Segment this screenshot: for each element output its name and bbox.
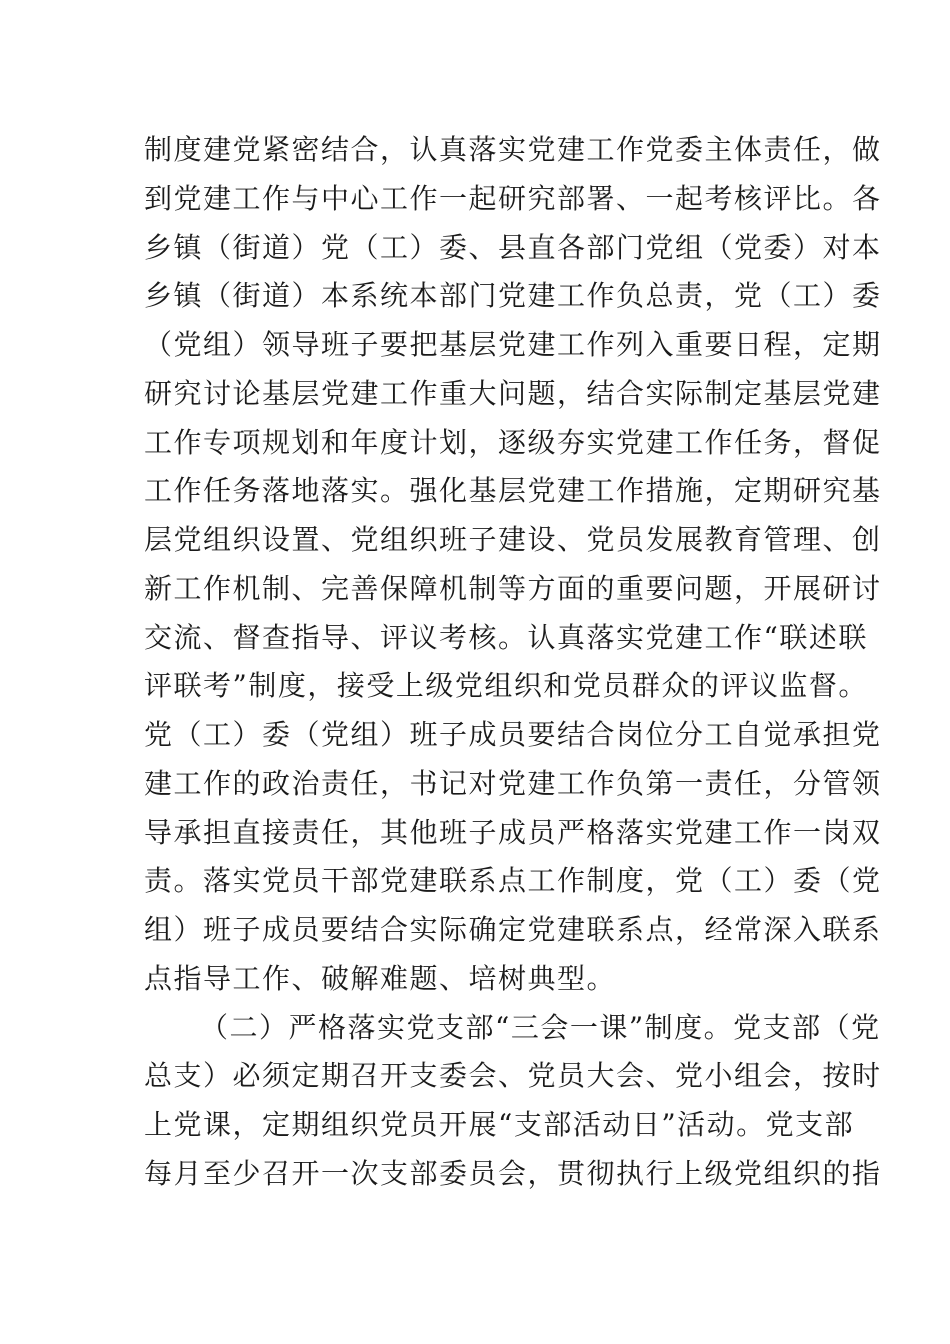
- text-line: 交流、督查指导、评议考核。认真落实党建工作“联述联: [144, 620, 868, 654]
- text-line: 总支）必须定期召开支委会、党员大会、党小组会，按时: [144, 1059, 882, 1093]
- text-line: 新工作机制、完善保障机制等方面的重要问题，开展研讨: [144, 571, 882, 605]
- text-line: 乡镇（街道）本系统本部门党建工作负总责，党（工）委: [144, 279, 882, 313]
- text-line: （党组）领导班子要把基层党建工作列入重要日程，定期: [144, 328, 882, 361]
- text-line: 责。落实党员干部党建联系点工作制度，党（工）委（党: [144, 864, 882, 898]
- text-line: 工作专项规划和年度计划，逐级夯实党建工作任务，督促: [144, 425, 882, 459]
- text-line: 导承担直接责任，其他班子成员严格落实党建工作一岗双: [144, 815, 882, 849]
- text-line: 乡镇（街道）党（工）委、县直各部门党组（党委）对本: [144, 230, 882, 264]
- body-text: [144, 126, 882, 1199]
- text-line: 上党课，定期组织党员开展“支部活动日”活动。党支部: [144, 1108, 855, 1141]
- text-line: 每月至少召开一次支部委员会，贯彻执行上级党组织的指: [144, 1156, 882, 1190]
- text-line: 层党组织设置、党组织班子建设、党员发展教育管理、创: [144, 523, 882, 556]
- text-line: 党（工）委（党组）班子成员要结合岗位分工自觉承担党: [144, 718, 882, 751]
- text-line: 建工作的政治责任，书记对党建工作负第一责任，分管领: [144, 766, 882, 800]
- text-line: 制度建党紧密结合，认真落实党建工作党委主体责任，做: [144, 133, 882, 166]
- text-line: 研究讨论基层党建工作重大问题，结合实际制定基层党建: [144, 376, 882, 410]
- text-line: 到党建工作与中心工作一起研究部署、一起考核评比。各: [144, 181, 882, 215]
- text-line: 组）班子成员要结合实际确定党建联系点，经常深入联系: [144, 913, 882, 946]
- text-line: 工作任务落地落实。强化基层党建工作措施，定期研究基: [144, 474, 882, 508]
- section-heading-line: （二）严格落实党支部“三会一课”制度。党支部（党: [200, 1010, 881, 1044]
- text-line: 点指导工作、破解难题、培树典型。: [144, 961, 617, 995]
- text-line: 评联考”制度，接受上级党组织和党员群众的评议监督。: [144, 669, 868, 703]
